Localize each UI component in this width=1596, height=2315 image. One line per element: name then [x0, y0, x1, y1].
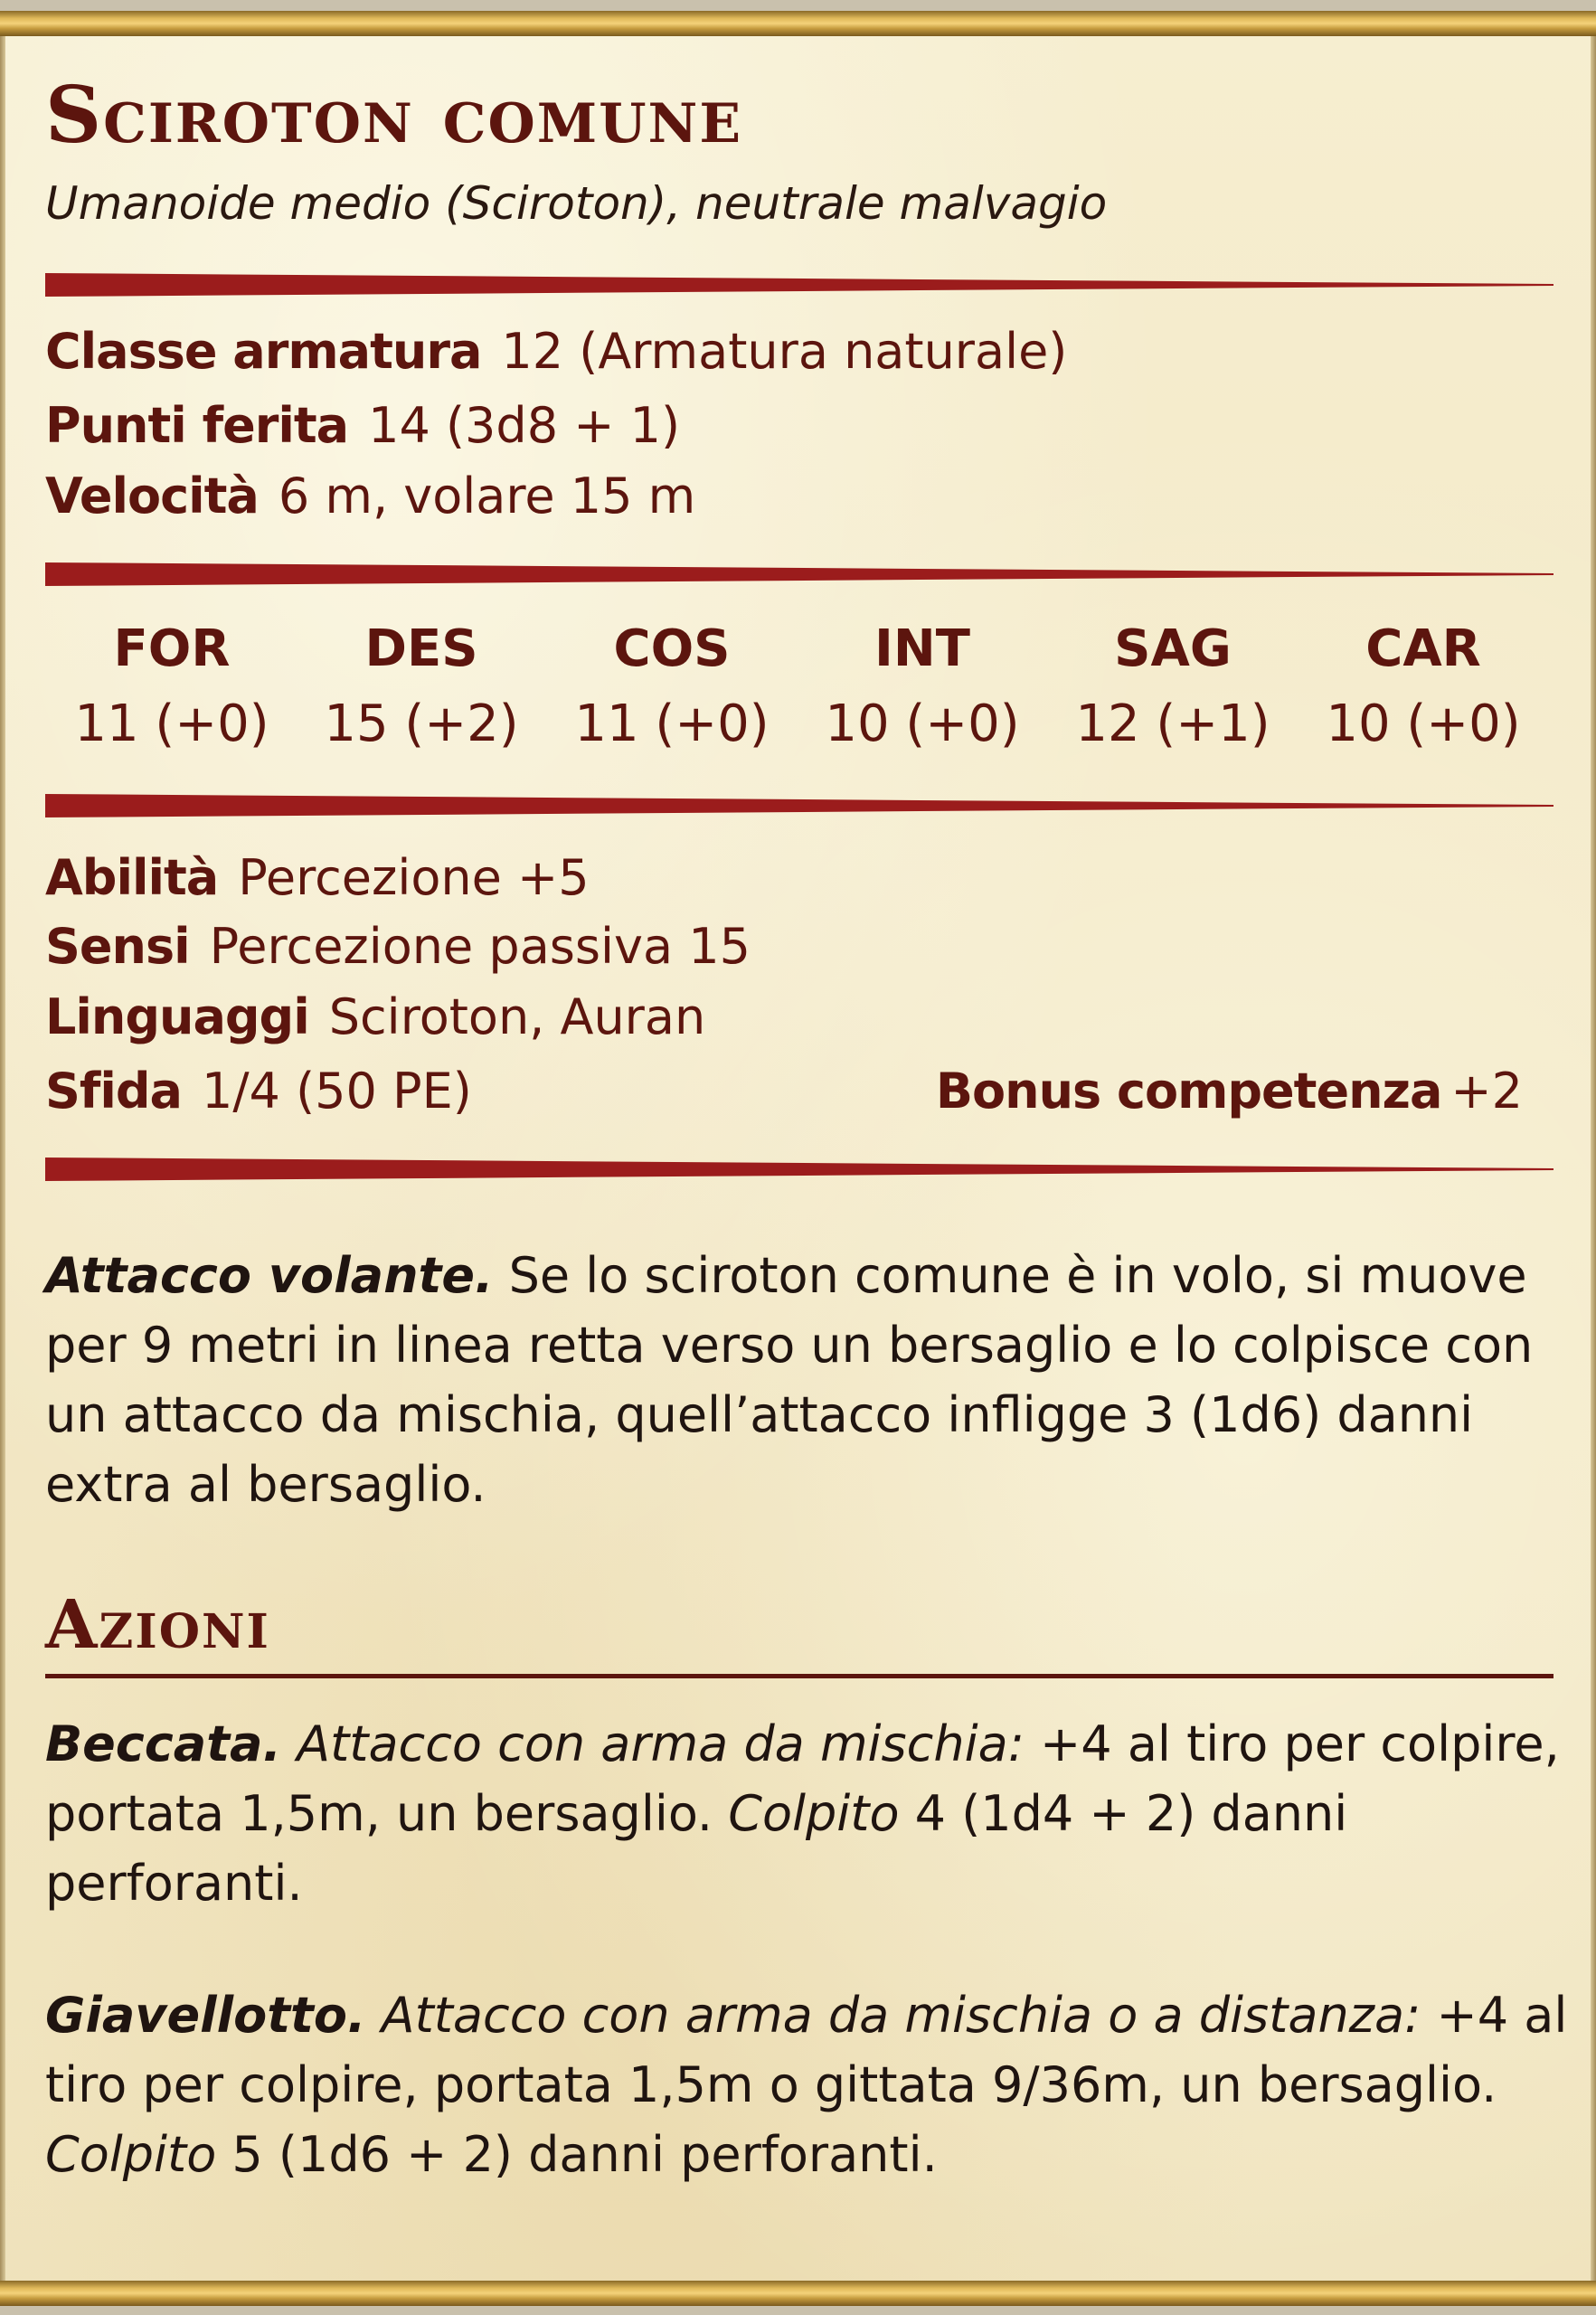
action-line [45, 2120, 1554, 2189]
senses-value: Percezione passiva 15 [209, 918, 751, 975]
action-name: Giavellotto. [45, 1987, 366, 2044]
action-text: +4 al tiro per colpire, [1024, 1715, 1560, 1772]
trait-line: un attacco da mischia, quell’attacco infligge 3 (1d6) danni [45, 1386, 1474, 1443]
action-text: +4 al [1421, 1987, 1568, 2044]
challenge [45, 1062, 472, 1121]
armor-class-label: Classe armatura [45, 323, 482, 380]
actions-heading-rule [45, 1674, 1554, 1678]
attack-type: Attacco con arma da mischia: [281, 1715, 1025, 1772]
ability-for [63, 615, 280, 765]
languages-value: Sciroton, Auran [328, 988, 706, 1045]
hit-label: Colpito [45, 2126, 217, 2183]
trait-text: Se lo sciroton comune è in volo, si muove [493, 1247, 1527, 1304]
divider-1 [45, 269, 1554, 300]
top-gold-border [0, 11, 1596, 36]
ability-name: DES [364, 619, 478, 678]
challenge-value: 1/4 (50 PE) [202, 1063, 472, 1120]
ability-car [1315, 615, 1532, 765]
divider-4 [45, 1154, 1554, 1185]
ability-sag [1064, 615, 1281, 765]
ability-score: 15 (+2) [324, 694, 519, 753]
ability-int [814, 615, 1031, 765]
proficiency-bonus [936, 1062, 1523, 1121]
action-text: 5 (1d6 + 2) danni perforanti. [216, 2126, 938, 2183]
trait-flying-attack [45, 1241, 1554, 1519]
ability-name: INT [874, 619, 970, 678]
ability-des [313, 615, 530, 765]
action-name: Beccata. [45, 1715, 282, 1772]
ability-scores [45, 615, 1554, 769]
ability-name: COS [613, 619, 731, 678]
action-line: tiro per colpire, portata 1,5m o gittata 9/36m, un bersaglio. [45, 2056, 1497, 2113]
ability-score: 12 (+1) [1075, 694, 1270, 753]
armor-class [45, 322, 1067, 382]
challenge-label: Sfida [45, 1063, 182, 1120]
trait-name: Attacco volante. [45, 1247, 494, 1304]
ability-score: 11 (+0) [574, 694, 770, 753]
skills [45, 848, 590, 908]
ability-score: 10 (+0) [825, 694, 1020, 753]
action-line [45, 1980, 1568, 2050]
trait-line [45, 1241, 1554, 1310]
attack-type: Attacco con arma da mischia o a distanza: [365, 1987, 1421, 2044]
bottom-edge [0, 2306, 1596, 2315]
trait-line: per 9 metri in linea retta verso un bersaglio e lo colpisce con [45, 1317, 1534, 1374]
ability-cos [563, 615, 780, 765]
ability-name: FOR [113, 619, 231, 678]
proficiency-value: +2 [1450, 1063, 1523, 1120]
proficiency-label: Bonus competenza [935, 1063, 1442, 1120]
action-line [45, 1779, 1554, 1848]
top-edge [0, 0, 1596, 11]
ability-name: SAG [1114, 619, 1232, 678]
actions-heading: Azioni [45, 1586, 270, 1664]
creature-type: Umanoide medio (Sciroton), neutrale malvagio [45, 177, 1108, 230]
left-edge [0, 36, 5, 2281]
speed-label: Velocità [45, 468, 259, 524]
action-text: 4 (1d4 + 2) danni [899, 1785, 1348, 1842]
skills-value: Percezione +5 [238, 849, 590, 906]
creature-name: Sciroton comune [45, 70, 743, 161]
action-line [45, 1709, 1560, 1779]
hit-label: Colpito [728, 1785, 900, 1842]
right-edge [1591, 36, 1596, 2281]
armor-class-value: 12 (Armatura naturale) [501, 323, 1068, 380]
action-beccata [45, 1709, 1560, 1918]
divider-2 [45, 559, 1554, 590]
speed [45, 467, 695, 526]
action-text: portata 1,5m, un bersaglio. [45, 1785, 729, 1842]
hit-points-label: Punti ferita [45, 397, 349, 454]
speed-value: 6 m, volare 15 m [278, 468, 696, 524]
ability-score: 11 (+0) [74, 694, 269, 753]
hit-points [45, 396, 680, 456]
senses [45, 917, 751, 977]
languages-label: Linguaggi [45, 988, 309, 1045]
senses-label: Sensi [45, 918, 190, 975]
skills-label: Abilità [45, 849, 219, 906]
divider-3 [45, 790, 1554, 821]
trait-line: extra al bersaglio. [45, 1456, 486, 1513]
action-giavellotto [45, 1980, 1568, 2189]
bottom-gold-border [0, 2281, 1596, 2306]
hit-points-value: 14 (3d8 + 1) [368, 397, 681, 454]
ability-name: CAR [1365, 619, 1481, 678]
ability-score: 10 (+0) [1326, 694, 1521, 753]
languages [45, 987, 705, 1047]
action-line: perforanti. [45, 1855, 303, 1912]
